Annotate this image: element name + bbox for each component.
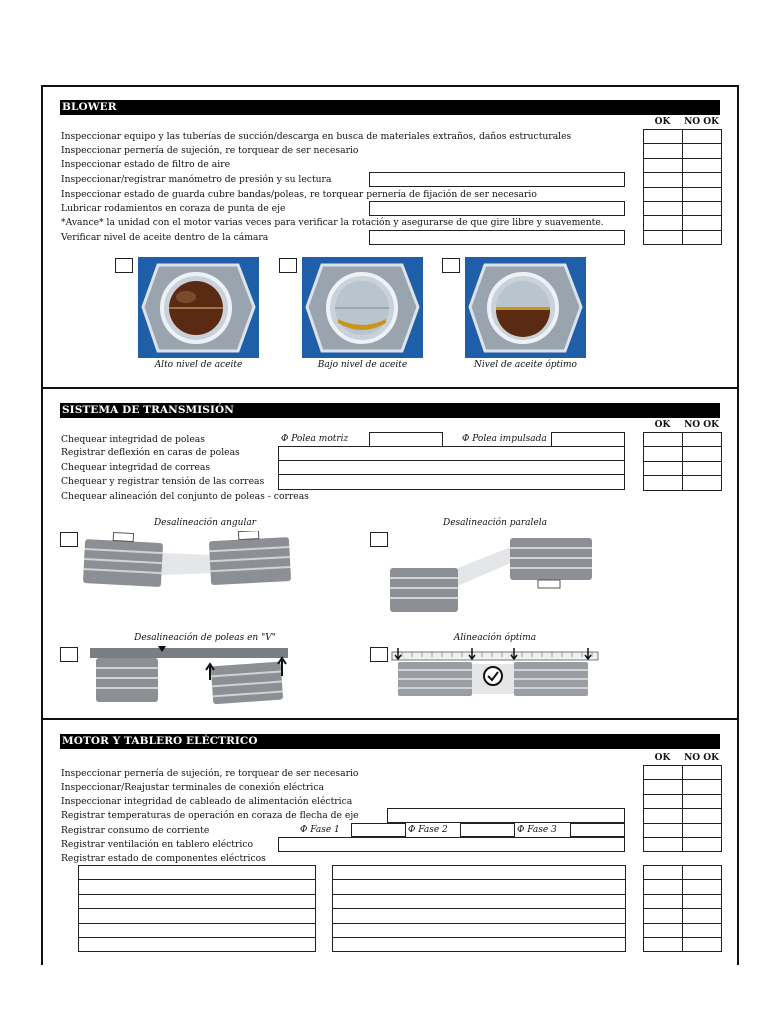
angular-checkbox[interactable] — [60, 532, 78, 547]
motor-row: Registrar temperaturas de operación en coraza de flecha de eje — [61, 810, 359, 821]
transmision-row: Chequear alineación del conjunto de poleas - correas — [61, 491, 309, 502]
motor-row: Registrar consumo de corriente — [61, 825, 210, 836]
blower-row: Verificar nivel de aceite dentro de la cámara — [61, 232, 269, 243]
polea-motriz-field[interactable] — [369, 432, 443, 447]
optima-caption: Alineación óptima — [453, 633, 537, 643]
ventilacion-field[interactable] — [278, 837, 625, 852]
transmision-ok-grid[interactable] — [643, 432, 722, 491]
motor-row: Inspeccionar pernería de sujeción, re torquear de ser necesario — [61, 768, 359, 779]
blower-row: Inspeccionar pernería de sujeción, re torquear de ser necesario — [61, 145, 359, 156]
blower-row: *Avance* la unidad con el motor varias veces para verificar la rotación y asegurarse de que gire libre y suavemente. — [61, 217, 604, 228]
nivel-optimo-checkbox[interactable] — [442, 258, 460, 273]
motor-row: Registrar ventilación en tablero eléctrico — [61, 839, 254, 850]
v-misalignment-image — [86, 644, 292, 706]
polea-impulsada-label: Φ Polea impulsada — [462, 434, 547, 444]
nivel-optimo-caption: Nivel de aceite óptimo — [474, 360, 577, 370]
transmision-row: Chequear y registrar tensión de las correas — [61, 476, 265, 487]
fase3-field[interactable] — [570, 823, 625, 837]
sight-glass-high-image — [138, 257, 259, 358]
no-ok-header: NO OK — [684, 420, 719, 430]
optimal-alignment-image — [390, 646, 600, 698]
blower-ok-grid[interactable] — [643, 129, 722, 245]
optima-checkbox[interactable] — [370, 647, 388, 662]
alto-nivel-checkbox[interactable] — [115, 258, 133, 273]
lubricacion-field[interactable] — [369, 201, 625, 216]
motor-row: Inspeccionar integridad de cableado de alimentación eléctrica — [61, 796, 353, 807]
fase2-label: Φ Fase 2 — [408, 825, 448, 835]
angular-misalignment-image — [82, 531, 292, 591]
fase1-field[interactable] — [351, 823, 406, 837]
no-ok-header: NO OK — [684, 117, 719, 127]
componentes-right-table[interactable] — [332, 865, 626, 952]
deflexion-field[interactable] — [278, 446, 625, 461]
alto-nivel-caption: Alto nivel de aceite — [154, 360, 243, 370]
motor-header: MOTOR Y TABLERO ELÉCTRICO — [60, 734, 720, 749]
no-ok-header: NO OK — [684, 753, 719, 763]
section-divider — [41, 387, 739, 389]
blower-header: BLOWER — [60, 100, 720, 115]
bajo-nivel-checkbox[interactable] — [279, 258, 297, 273]
manometro-field[interactable] — [369, 172, 625, 187]
nivel-aceite-field[interactable] — [369, 230, 625, 245]
paralela-caption: Desalineación paralela — [442, 518, 547, 528]
fase3-label: Φ Fase 3 — [517, 825, 557, 835]
fase1-label: Φ Fase 1 — [300, 825, 340, 835]
polea-motriz-label: Φ Polea motriz — [281, 434, 349, 444]
blower-row: Lubricar rodamientos en coraza de punta de eje — [61, 203, 286, 214]
motor-row: Inspeccionar/Reajustar terminales de conexión eléctrica — [61, 782, 324, 793]
componentes-ok-grid[interactable] — [643, 865, 722, 952]
componentes-left-table[interactable] — [78, 865, 316, 952]
transmision-row: Chequear integridad de poleas — [61, 434, 205, 445]
ok-header: OK — [654, 117, 671, 127]
polea-impulsada-field[interactable] — [551, 432, 625, 447]
fase2-field[interactable] — [460, 823, 515, 837]
section-divider — [41, 718, 739, 720]
paralela-checkbox[interactable] — [370, 532, 388, 547]
angular-caption: Desalineación angular — [153, 518, 257, 528]
tension-field[interactable] — [278, 474, 625, 490]
motor-ok-grid[interactable] — [643, 765, 722, 852]
sight-glass-low-image — [302, 257, 423, 358]
blower-row: Inspeccionar estado de filtro de aire — [61, 159, 231, 170]
motor-row: Registrar estado de componentes eléctricos — [61, 853, 266, 864]
transmision-row: Registrar deflexión en caras de poleas — [61, 447, 240, 458]
bajo-nivel-caption: Bajo nivel de aceite — [317, 360, 408, 370]
blower-row: Inspeccionar equipo y las tuberías de succión/descarga en busca de materiales extraños, daños estructurales — [61, 131, 572, 142]
parallel-misalignment-image — [388, 532, 594, 616]
v-caption: Desalineación de poleas en "V" — [134, 633, 276, 643]
ok-header: OK — [654, 420, 671, 430]
blower-row: Inspeccionar estado de guarda cubre bandas/poleas, re torquear pernería de fijación de ser necesario — [61, 189, 537, 200]
sight-glass-optimal-image — [465, 257, 586, 358]
blower-row: Inspeccionar/registrar manómetro de presión y su lectura — [61, 174, 332, 185]
temperatura-field[interactable] — [387, 808, 625, 823]
transmision-row: Chequear integridad de correas — [61, 462, 211, 473]
correas-field[interactable] — [278, 460, 625, 475]
v-checkbox[interactable] — [60, 647, 78, 662]
ok-header: OK — [654, 753, 671, 763]
transmision-header: SISTEMA DE TRANSMISIÓN — [60, 403, 720, 418]
